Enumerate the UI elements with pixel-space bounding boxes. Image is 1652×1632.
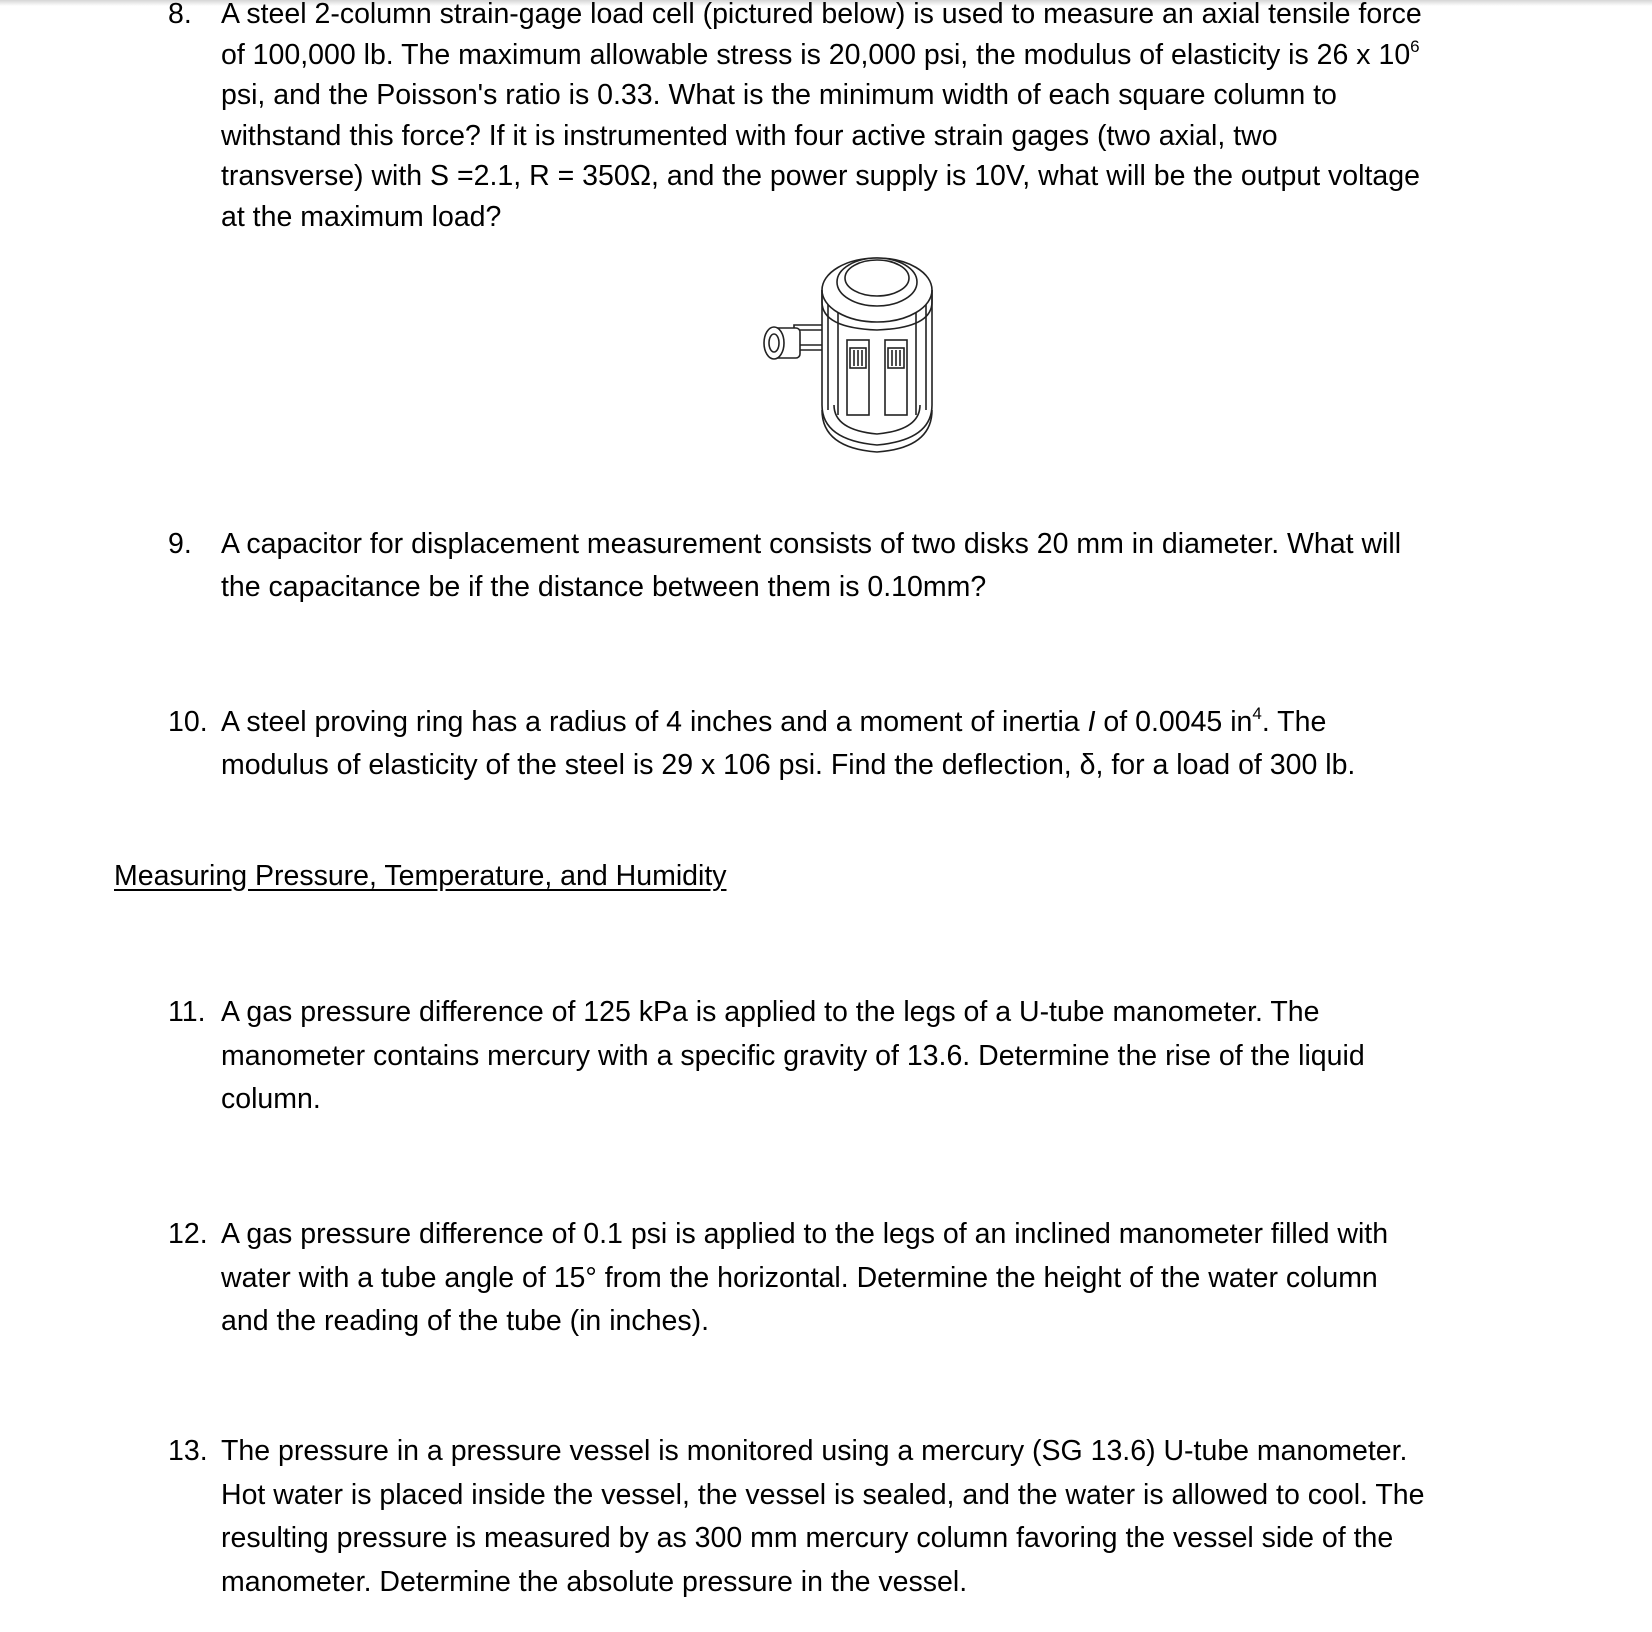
problem-number: 10. [168, 706, 208, 738]
problem-text [221, 0, 1422, 237]
exponent: 4 [1252, 704, 1262, 723]
problem-number: 11. [168, 996, 206, 1028]
text-line: at the maximum load? [221, 200, 502, 233]
exponent: 6 [1410, 36, 1420, 56]
text-line: column. [221, 1083, 321, 1115]
problem-number: 8. [168, 0, 192, 30]
text-line: the capacitance be if the distance between them is 0.10mm? [221, 571, 987, 603]
problem-text [221, 1430, 1424, 1604]
text-line-body: of 100,000 lb. The maximum allowable stress is 20,000 psi, the modulus of elasticity is 26 x 10 [221, 38, 1411, 71]
text-line: A gas pressure difference of 125 kPa is applied to the legs of a U-tube manometer. The [221, 996, 1320, 1028]
text-line-body: A steel proving ring has a radius of 4 inches and a moment of inertia [221, 706, 1088, 738]
text-line: transverse) with S =2.1, R = 350Ω, and the power supply is 10V, what will be the output voltage [221, 160, 1420, 192]
text-line: manometer. Determine the absolute pressure in the vessel. [221, 1565, 968, 1598]
text-line: The pressure in a pressure vessel is monitored using a mercury (SG 13.6) U-tube manometer. [221, 1435, 1408, 1467]
problem-text [221, 1213, 1388, 1344]
text-line: modulus of elasticity of the steel is 29 x 106 psi. Find the deflection, δ, for a load of 300 lb. [221, 749, 1356, 781]
text-line: A gas pressure difference of 0.1 psi is applied to the legs of an inclined manometer filled with [221, 1218, 1389, 1250]
text-line: manometer contains mercury with a specific gravity of 13.6. Determine the rise of the liquid [221, 1039, 1365, 1072]
text-line-body: of 0.0045 in [1095, 706, 1253, 738]
text-line: resulting pressure is measured by as 300 mm mercury column favoring the vessel side of the [221, 1522, 1394, 1554]
problem-text [221, 991, 1365, 1122]
text-line: psi, and the Poisson's ratio is 0.33. What is the minimum width of each square column to [221, 79, 1337, 111]
problem-number: 13. [168, 1435, 208, 1467]
text-line [221, 35, 1422, 76]
problem-number: 12. [168, 1218, 208, 1250]
text-line: A steel 2-column strain-gage load cell (pictured below) is used to measure an axial tensile force [221, 0, 1422, 30]
text-line: water with a tube angle of 15° from the horizontal. Determine the height of the water column [221, 1261, 1378, 1294]
text-line: withstand this force? If it is instrumented with four active strain gages (two axial, two [221, 119, 1278, 152]
text-line: Hot water is placed inside the vessel, the vessel is sealed, and the water is allowed to cool. The [221, 1478, 1425, 1511]
problem-text [221, 701, 1355, 787]
problem-number: 9. [168, 528, 192, 560]
text-line [221, 701, 1355, 744]
italic-symbol: I [1087, 706, 1096, 738]
load-cell-illustration [752, 230, 1002, 460]
problem-text [221, 523, 1401, 609]
text-line: A capacitor for displacement measurement consists of two disks 20 mm in diameter. What will [221, 528, 1402, 560]
section-heading: Measuring Pressure, Temperature, and Humidity [114, 860, 727, 892]
text-line-body: . The [1261, 706, 1327, 738]
text-line: and the reading of the tube (in inches). [221, 1305, 709, 1337]
